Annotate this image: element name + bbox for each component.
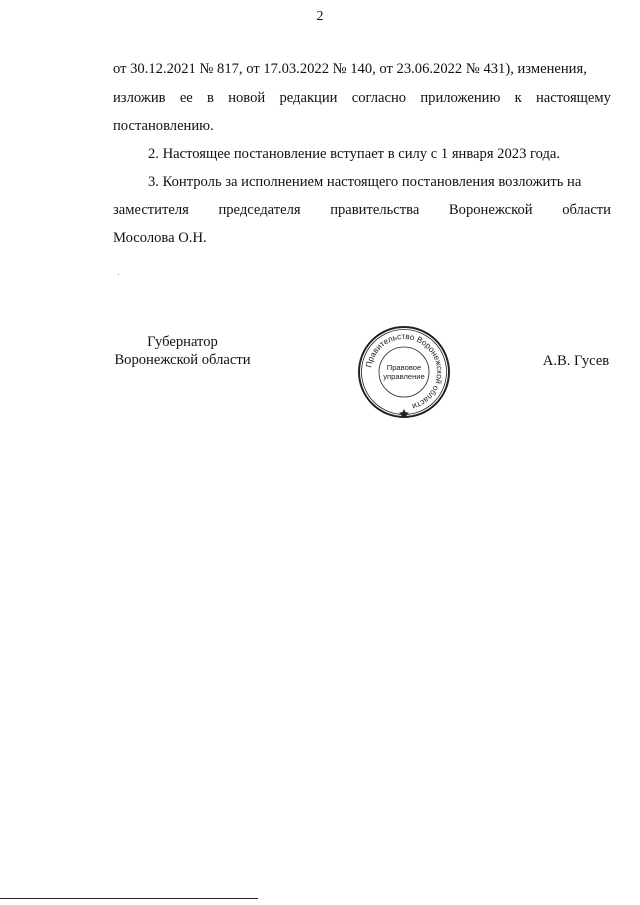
stamp-center-line-1: Правовое xyxy=(386,363,422,372)
word: согласно xyxy=(351,90,407,106)
paragraph-3-line-2 xyxy=(113,201,611,219)
word: в xyxy=(207,90,214,106)
paragraph-1-line-2 xyxy=(113,89,611,107)
stamp-ring-text: Правительство Воронежской области xyxy=(364,331,445,411)
paragraph-3-line-3: Мосолова О.Н. xyxy=(113,230,207,246)
paragraph-3-line-1: 3. Контроль за исполнением настоящего постановления возложить на xyxy=(148,174,582,190)
word: Воронежской xyxy=(448,202,533,218)
paragraph-1-line-1: от 30.12.2021 № 817, от 17.03.2022 № 140, от 23.06.2022 № 431), изменения, xyxy=(113,61,587,77)
stamp-center-line-2: управление xyxy=(383,372,425,381)
page-number: 2 xyxy=(316,9,324,24)
word: правительства xyxy=(330,202,420,218)
paragraph-1-line-3: постановлению. xyxy=(113,118,214,134)
word: области xyxy=(562,202,611,218)
word: председателя xyxy=(218,202,301,218)
signature-title xyxy=(100,333,265,369)
word: редакции xyxy=(279,90,338,106)
signature-title-line-1: Губернатор xyxy=(147,334,218,350)
scan-speck xyxy=(118,274,119,275)
footer-rule xyxy=(0,898,258,899)
word: приложению xyxy=(420,90,501,106)
word: ее xyxy=(179,90,193,106)
paragraph-2: 2. Настоящее постановление вступает в силу с 1 января 2023 года. xyxy=(148,146,561,162)
word: изложив xyxy=(113,90,166,106)
word: новой xyxy=(228,90,266,106)
signatory-name: А.В. Гусев xyxy=(542,353,610,369)
signature-title-line-2: Воронежской области xyxy=(114,352,251,368)
word: настоящему xyxy=(535,90,611,106)
seal-stamp xyxy=(356,324,452,420)
word: к xyxy=(514,90,522,106)
word: заместителя xyxy=(113,202,189,218)
